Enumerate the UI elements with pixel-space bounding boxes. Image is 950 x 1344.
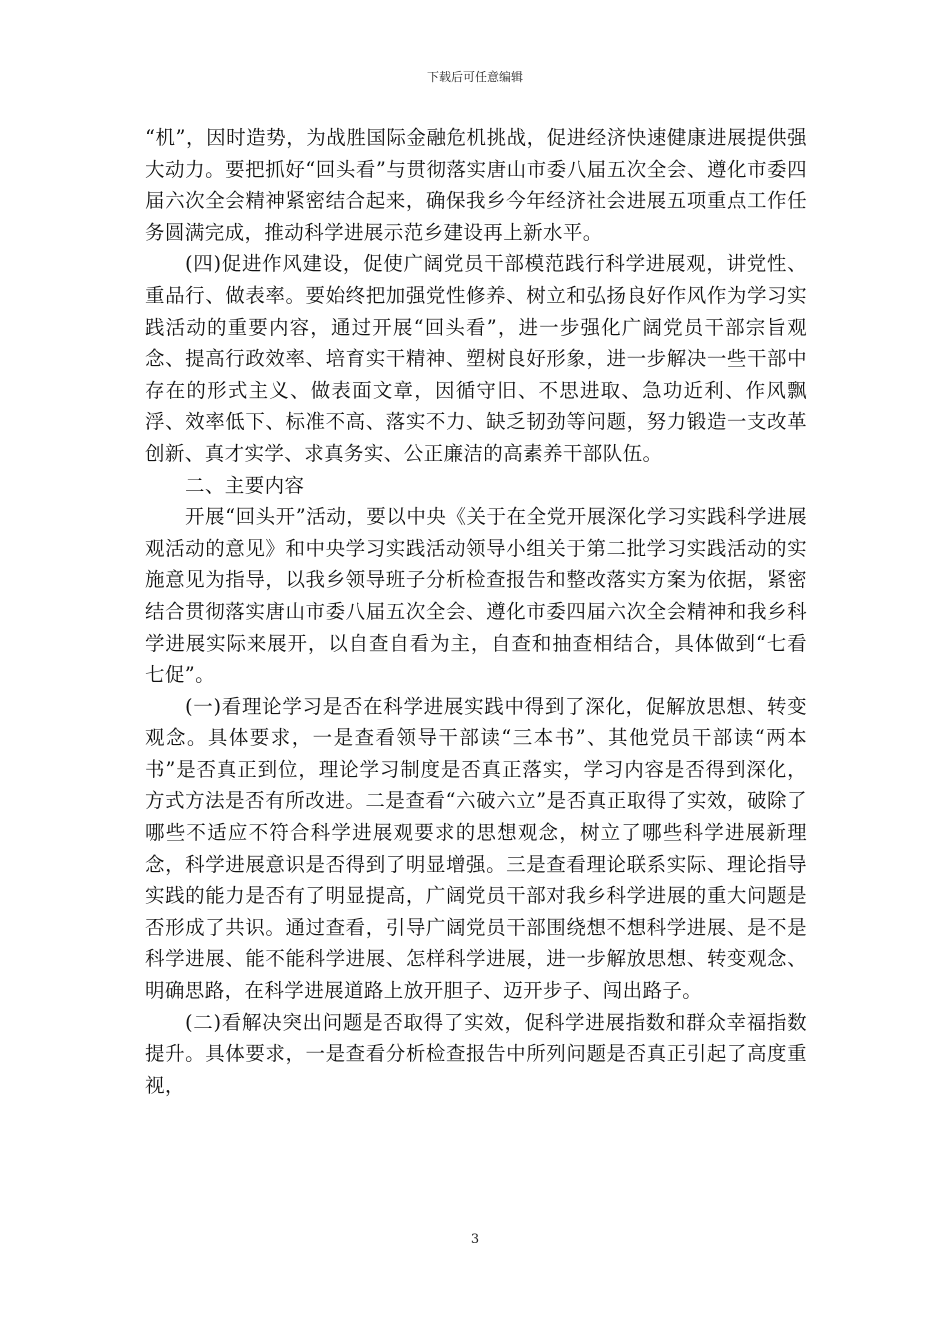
paragraph: (一)看理论学习是否在科学进展实践中得到了深化，促解放思想、转变观念。具体要求，一是查看领导干部读“三本书”、其他党员干部读“两本书”是否真正到位，理论学习制度是否真正落实，学习内容是否得到深化，方式方法是否有所改进。二是查看“六破六立”是否真正取得了实效，破除了哪些不适应不符合科学进展观要求的思想观念，树立了哪些科学进展新理念，科学进展意识是否得到了明显增强。三是查看理论联系实际、理论指导实践的能力是否有了明显提高，广阔党员干部对我乡科学进展的重大问题是否形成了共识。通过查看，引导广阔党员干部围绕想不想科学进展、是不是科学进展、能不能科学进展、怎样科学进展，进一步解放思想、转变观念、明确思路，在科学进展道路上放开胆子、迈开步子、闯出路子。 (145, 694, 807, 1003)
paragraph: (二)看解决突出问题是否取得了实效，促科学进展指数和群众幸福指数提升。具体要求，一是查看分析检查报告中所列问题是否真正引起了高度重视， (145, 1010, 807, 1097)
paragraph: “机”，因时造势，为战胜国际金融危机挑战，促进经济快速健康进展提供强大动力。要把抓好“回头看”与贯彻落实唐山市委八届五次全会、遵化市委四届六次全会精神紧密结合起来，确保我乡今年经济社会进展五项重点工作任务圆满完成，推动科学进展示范乡建设再上新水平。 (145, 126, 807, 244)
paragraph: 开展“回头开”活动，要以中央《关于在全党开展深化学习实践科学进展观活动的意见》和中央学习实践活动领导小组关于第二批学习实践活动的实施意见为指导，以我乡领导班子分析检查报告和整改落实方案为依据，紧密结合贯彻落实唐山市委八届五次全会、遵化市委四届六次全会精神和我乡科学进展实际来展开，以自查自看为主，自查和抽查相结合，具体做到“七看七促”。 (145, 505, 807, 687)
page-header: 下载后可任意编辑 (426, 70, 523, 84)
document-body (145, 122, 807, 1101)
page-number: 3 (470, 1232, 480, 1247)
paragraph: (四)促进作风建设，促使广阔党员干部模范践行科学进展观，讲党性、重品行、做表率。要始终把加强党性修养、树立和弘扬良好作风作为学习实践活动的重要内容，通过开展“回头看”，进一步强化广阔党员干部宗旨观念、提高行政效率、培育实干精神、塑树良好形象，进一步解决一些干部中存在的形式主义、做表面文章，因循守旧、不思进取、急功近利、作风飘浮、效率低下、标准不高、落实不力、缺乏韧劲等问题，努力锻造一支改革创新、真才实学、求真务实、公正廉洁的高素养干部队伍。 (145, 252, 807, 465)
section-heading: 二、主要内容 (185, 473, 305, 497)
